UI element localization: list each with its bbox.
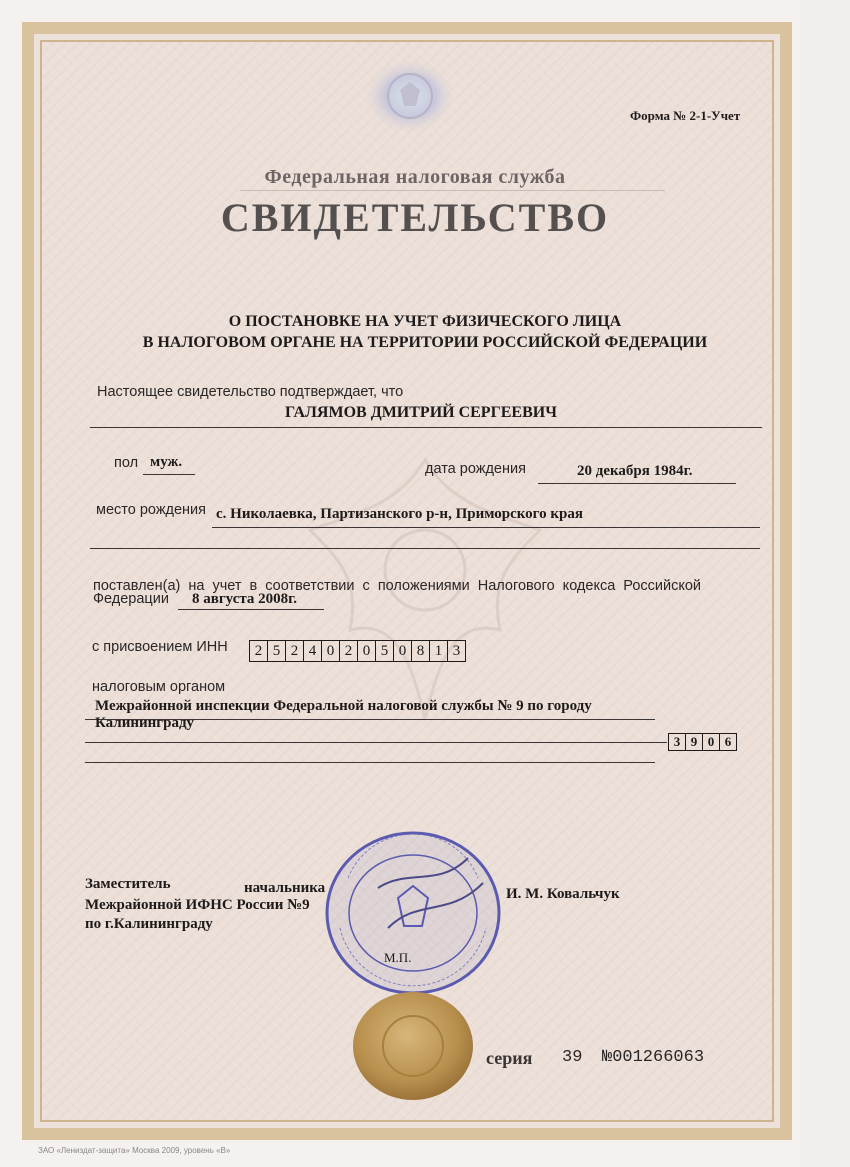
inn-digit: 4: [304, 641, 322, 661]
agency-underline: [240, 190, 665, 191]
signatory-position-1b: начальника: [244, 880, 326, 896]
agency-name: Федеральная налоговая служба: [264, 166, 566, 188]
inn-digit: 0: [322, 641, 340, 661]
inn-digit: 5: [268, 641, 286, 661]
tax-authority-code-boxes: [668, 733, 737, 751]
series-label: серия: [486, 1048, 533, 1068]
inn-label: с присвоением ИНН: [92, 639, 228, 655]
printer-footer: ЗАО «Лениздат-защита» Москва 2009, уровень «В»: [38, 1146, 231, 1155]
tax-authority-line-1: Межрайонной инспекции Федеральной налоговой службы № 9 по городу: [95, 698, 592, 714]
birth-place-label: место рождения: [96, 502, 207, 518]
registered-federation-label: Федерации: [93, 591, 169, 607]
birth-place-line-1: [212, 527, 760, 528]
tax-authority-line-2: Калининграду: [95, 715, 195, 731]
inn-digit: 2: [250, 641, 268, 661]
registered-text: поставлен(а) на учет в соответствии с положениями Налогового кодекса Российской: [93, 578, 702, 594]
signatory-position-2: Межрайонной ИФНС России №9: [85, 897, 310, 913]
stamp-mark: М.П.: [384, 950, 412, 965]
tax-authority-underline-2: [85, 742, 655, 743]
tax-authority-label: налоговым органом: [92, 679, 226, 695]
birth-place-value: с. Николаевка, Партизанского р-н, Приморского края: [216, 506, 583, 522]
hologram-emblem-icon: [362, 56, 458, 136]
birth-place-line-2: [90, 548, 760, 549]
subtitle-line-2: В НАЛОГОВОМ ОРГАНЕ НА ТЕРРИТОРИИ РОССИЙСКОЙ ФЕДЕРАЦИИ: [142, 334, 708, 351]
inn-digit: 2: [340, 641, 358, 661]
document-title: СВИДЕТЕЛЬСТВО: [220, 195, 610, 240]
sex-value: муж.: [150, 454, 183, 470]
birth-date-line: [538, 483, 736, 484]
sex-line: [143, 474, 195, 475]
inn-digit: 5: [376, 641, 394, 661]
form-number: Форма № 2-1-Учет: [630, 108, 741, 123]
code-dash: [655, 742, 667, 743]
inn-number-boxes: [249, 640, 466, 662]
signatory-position-3: по г.Калининграду: [85, 916, 213, 932]
birth-date-label: дата рождения: [425, 461, 526, 477]
inn-digit: 1: [430, 641, 448, 661]
gold-seal-icon: [350, 990, 476, 1102]
sex-label: пол: [114, 455, 139, 471]
code-digit: 0: [703, 734, 720, 750]
inn-digit: 0: [358, 641, 376, 661]
subtitle-line-1: О ПОСТАНОВКЕ НА УЧЕТ ФИЗИЧЕСКОГО ЛИЦА: [228, 313, 622, 330]
series-value: 39: [562, 1048, 583, 1067]
signatory-position-1a: Заместитель: [85, 876, 171, 892]
signatory-name: И. М. Ковальчук: [506, 886, 620, 902]
code-digit: 6: [724, 734, 732, 749]
person-name: ГАЛЯМОВ ДМИТРИЙ СЕРГЕЕВИЧ: [285, 404, 557, 421]
inn-digit: 3: [452, 643, 461, 659]
birth-date-value: 20 декабря 1984г.: [577, 463, 693, 479]
registered-date-line: [178, 609, 324, 610]
serial-number: №001266063: [602, 1048, 705, 1067]
registered-date: 8 августа 2008г.: [192, 591, 298, 607]
name-line: [90, 427, 762, 428]
official-stamp-icon: [318, 828, 508, 998]
inn-digit: 0: [394, 641, 412, 661]
inn-digit: 8: [412, 641, 430, 661]
inn-digit: 2: [286, 641, 304, 661]
certifies-label: Настоящее свидетельство подтверждает, что: [97, 384, 404, 400]
tax-authority-underline-3: [85, 762, 655, 763]
code-digit: 9: [686, 734, 703, 750]
code-digit: 3: [669, 734, 686, 750]
